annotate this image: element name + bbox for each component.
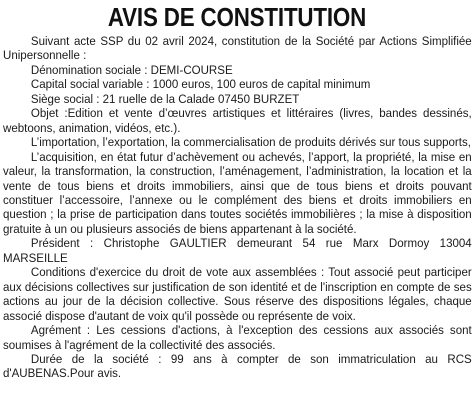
notice-paragraph-duration: Durée de la société : 99 ans à compter de son immatriculation au RCS d'AUBENAS.Pour avis. (3, 351, 472, 381)
notice-body (3, 34, 472, 381)
notice-paragraph-real-estate: L’acquisition, en état futur d’achèvement ou achevés, l’apport, la propriété, la mise en valeur, la transformation, la construction, l’aménagement, l’administration, la location et la vente de tous biens et droits immobiliers, ainsi que de tous biens et droits pouvant constituer l’accessoire, l’annexe ou le complément des biens et droits immobiliers en question ; la prise de participation dans toutes sociétés immobilières ; la mise à disposition gratuite à un ou plusieurs associés de biens appartenant à la société. (3, 149, 472, 236)
notice-paragraph-purpose: Objet :Edition et vente d’œuvres artistiques et littéraires (livres, bandes dessinés, webtoons, animation, vidéos, etc.). (3, 106, 472, 135)
notice-paragraph-intro: Suivant acte SSP du 02 avril 2024, constitution de la Société par Actions Simplifiée Unipersonnelle : (3, 34, 472, 63)
notice-paragraph-capital: Capital social variable : 1000 euros, 100 euros de capital minimum (30, 77, 371, 92)
notice-paragraph-company-name: Dénomination sociale : DEMI-COURSE (30, 62, 233, 77)
notice-paragraph-voting-rights: Conditions d'exercice du droit de vote aux assemblées : Tout associé peut participer aux décisions collectives sur justification de son identité et de l'inscription en compte de ses actions au jour de la décision collective. Sous réserve des dispositions légales, chaque associé dispose d'autant de voix qu'il possède ou représente de voix. (3, 265, 472, 323)
notice-paragraph-approval: Agrément : Les cessions d'actions, à l'exception des cessions aux associés sont soumises à l'agrément de la collectivité des associés. (3, 323, 472, 352)
notice-paragraph-import-export: L’importation, l’exportation, la commercialisation de produits dérivés sur tous supports, (30, 135, 471, 150)
notice-title: AVIS DE CONSTITUTION (107, 2, 367, 32)
notice-paragraph-head-office: Siège social : 21 ruelle de la Calade 07450 BURZET (30, 91, 300, 106)
notice-paragraph-president: Président : Christophe GAULTIER demeurant 54 rue Marx Dormoy 13004 MARSEILLE (3, 236, 472, 265)
